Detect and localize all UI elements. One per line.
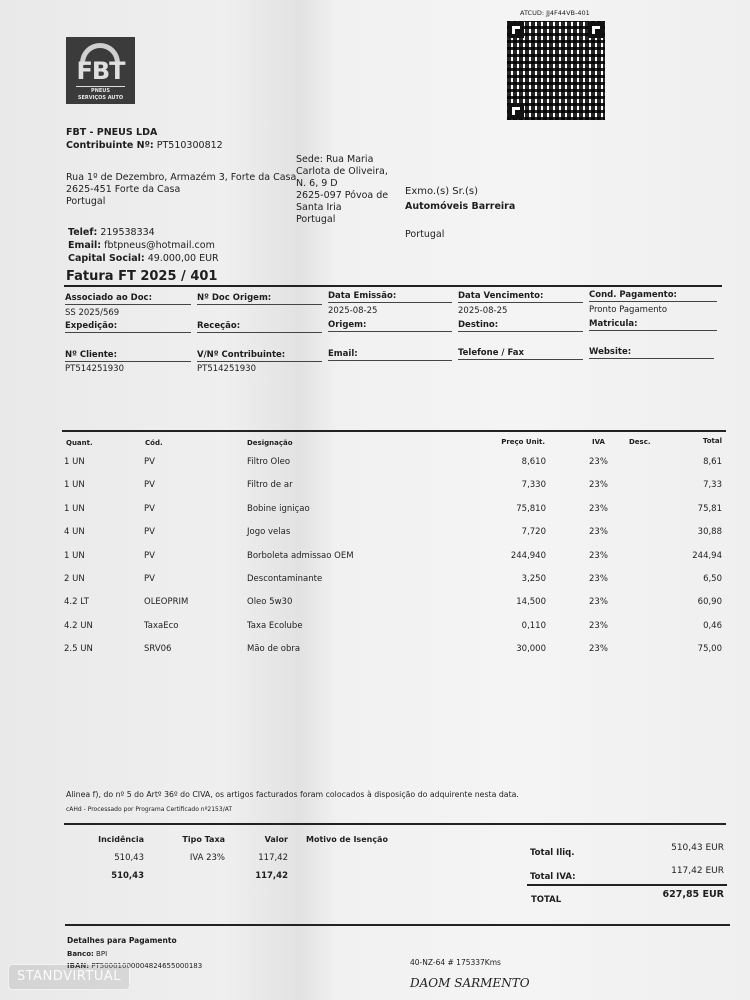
client-email-label: Email: xyxy=(328,349,452,361)
logo-subtitle-1: PNEUS xyxy=(91,88,110,94)
company-logo xyxy=(66,37,135,104)
company-capital xyxy=(68,253,219,265)
origin-label: Origem: xyxy=(328,320,452,332)
payment-condition-value: Pronto Pagamento xyxy=(589,305,668,315)
company-nif-label: Contribuinte Nº: xyxy=(66,140,154,151)
client-number-value: PT514251930 xyxy=(65,364,124,374)
origin-doc-label: Nº Doc Origem: xyxy=(197,293,322,305)
cell-vat: 23% xyxy=(589,457,608,467)
cell-total: 0,46 xyxy=(703,620,722,631)
payment-condition-label: Cond. Pagamento: xyxy=(589,290,717,302)
cell-code: PV xyxy=(144,503,155,514)
cell-code: PV xyxy=(144,527,155,538)
company-email-label: Email: xyxy=(68,240,102,251)
cell-code: PV xyxy=(144,457,155,467)
cell-total: 30,88 xyxy=(697,527,722,538)
company-address-line1: Rua 1º de Dezembro, Armazém 3, Forte da Casa xyxy=(66,172,297,183)
client-number-label: Nº Cliente: xyxy=(65,350,191,362)
items-table-divider xyxy=(62,430,726,432)
cell-code: PV xyxy=(144,480,155,491)
cell-code: PV xyxy=(144,550,155,561)
cell-total: 7,33 xyxy=(703,480,722,491)
cell-total: 244,94 xyxy=(692,550,722,561)
cell-unit-price: 30,000 xyxy=(516,644,546,655)
hq-line6: Portugal xyxy=(296,214,336,225)
company-phone-label: Telef: xyxy=(68,227,98,238)
vat-number-value: PT514251930 xyxy=(197,364,256,374)
company-address-line3: Portugal xyxy=(66,196,106,207)
payment-bank xyxy=(67,950,107,958)
cell-unit-price: 0,110 xyxy=(521,620,546,631)
tax-total-value: 117,42 xyxy=(255,871,288,881)
company-nif-value: PT510300812 xyxy=(156,140,223,151)
plate-label: Matricula: xyxy=(589,319,717,331)
cell-description: Oleo 5w30 xyxy=(247,597,293,608)
cell-unit-price: 7,330 xyxy=(521,480,546,491)
cell-qty: 4.2 UN xyxy=(64,620,93,631)
cell-unit-price: 14,500 xyxy=(516,597,546,608)
vat-number-label: V/Nº Contribuinte: xyxy=(197,350,322,362)
company-phone xyxy=(68,227,155,239)
issue-date-label: Data Emissão: xyxy=(328,291,452,303)
cell-code: OLEOPRIM xyxy=(144,597,189,608)
cell-unit-price: 75,810 xyxy=(516,503,546,514)
cell-description: Bobine igniçao xyxy=(247,503,310,514)
cell-unit-price: 244,940 xyxy=(510,550,546,561)
tax-header-value: Valor xyxy=(264,835,288,844)
cell-qty: 1 UN xyxy=(64,503,85,514)
due-date-label: Data Vencimento: xyxy=(458,291,583,303)
bank-label: Banco: xyxy=(67,950,94,958)
headquarters-address xyxy=(296,154,388,226)
due-date-value: 2025-08-25 xyxy=(458,306,508,316)
header-discount: Desc. xyxy=(629,438,651,446)
grand-total-value: 627,85 EUR xyxy=(662,889,724,900)
cell-unit-price: 3,250 xyxy=(521,574,546,584)
client-phone-label: Telefone / Fax xyxy=(458,348,583,360)
total-vat-value: 117,42 EUR xyxy=(671,866,724,876)
company-phone-value: 219538334 xyxy=(100,227,155,238)
company-nif xyxy=(66,140,223,152)
cell-description: Filtro Oleo xyxy=(247,457,291,467)
recipient-salutation: Exmo.(s) Sr.(s) xyxy=(405,186,479,197)
cell-vat: 23% xyxy=(589,644,608,655)
cell-code: TaxaEco xyxy=(144,620,179,631)
invoice-title: Fatura FT 2025 / 401 xyxy=(66,269,218,284)
cell-total: 60,90 xyxy=(697,597,722,608)
cell-vat: 23% xyxy=(589,503,608,514)
logo-mark: FBT xyxy=(76,57,125,85)
company-capital-label: Capital Social: xyxy=(68,253,145,264)
company-name: FBT - PNEUS LDA xyxy=(66,127,158,138)
header-vat: IVA xyxy=(592,438,605,446)
tax-header-exemption: Motivo de Isenção xyxy=(306,835,388,844)
cell-description: Descontaminante xyxy=(247,574,323,584)
hq-line1: Sede: Rua Maria xyxy=(296,154,374,165)
header-unit-price: Preço Unit. xyxy=(501,438,545,446)
tax-row-incidence: 510,43 xyxy=(114,853,144,863)
standvirtual-watermark: STANDVIRTUAL xyxy=(8,964,130,990)
payment-divider xyxy=(65,924,730,926)
company-email xyxy=(68,240,215,252)
cell-total: 6,50 xyxy=(703,574,722,584)
cell-qty: 2.5 UN xyxy=(64,644,93,655)
shipping-label: Expedição: xyxy=(65,321,191,333)
recipient-country: Portugal xyxy=(405,229,445,240)
cell-vat: 23% xyxy=(589,550,608,561)
grand-total-label: TOTAL xyxy=(531,895,562,905)
total-net-label: Total Iliq. xyxy=(530,848,575,858)
hq-line2: Carlota de Oliveira, xyxy=(296,166,388,177)
qr-code-icon xyxy=(507,21,605,120)
cell-qty: 1 UN xyxy=(64,550,85,561)
cell-description: Mão de obra xyxy=(247,644,301,655)
reception-label: Receção: xyxy=(197,321,322,333)
iban-value: PT50001000004824655000183 xyxy=(91,962,203,970)
cell-description: Borboleta admissao OEM xyxy=(247,550,354,561)
cell-unit-price: 7,720 xyxy=(521,527,546,538)
hq-line3: N. 6, 9 D xyxy=(296,178,338,189)
company-capital-value: 49.000,00 EUR xyxy=(147,253,219,264)
cell-qty: 4 UN xyxy=(64,527,85,538)
cell-vat: 23% xyxy=(589,620,608,631)
cell-qty: 2 UN xyxy=(64,574,85,584)
logo-subtitle-2: SERVIÇOS AUTO xyxy=(77,95,124,101)
header-qty: Quant. xyxy=(66,439,93,447)
cell-description: Jogo velas xyxy=(247,527,291,538)
hq-line4: 2625-097 Póvoa de xyxy=(296,190,389,201)
cell-vat: 23% xyxy=(589,480,608,491)
legal-note: Alinea f), do nº 5 do Artº 36º do CIVA, os artigos facturados foram colocados à disposição do adquirente nesta data. xyxy=(66,790,519,799)
cell-qty: 4.2 LT xyxy=(64,597,89,608)
tax-header-rate-type: Tipo Taxa xyxy=(182,835,225,844)
destination-label: Destino: xyxy=(458,320,583,332)
associated-doc-value: SS 2025/569 xyxy=(65,308,120,318)
tax-divider xyxy=(64,823,726,825)
header-description: Designação xyxy=(247,439,293,447)
vehicle-mileage-note: 40-NZ-64 # 175337Kms xyxy=(410,958,501,967)
total-vat-label: Total IVA: xyxy=(530,872,576,882)
handwritten-signature: DAOM SARMENTO xyxy=(410,976,530,990)
tax-total-incidence: 510,43 xyxy=(111,871,144,881)
certification-note: cAHd - Processado por Programa Certificado nº2153/AT xyxy=(66,806,233,813)
cell-unit-price: 8,610 xyxy=(521,457,546,467)
cell-code: PV xyxy=(144,574,155,584)
header-code: Cód. xyxy=(145,439,163,447)
hq-line5: Santa Iria xyxy=(296,202,342,213)
title-divider xyxy=(64,285,722,287)
tax-row-rate-type: IVA 23% xyxy=(189,853,225,863)
cell-description: Filtro de ar xyxy=(247,480,293,491)
cell-description: Taxa Ecolube xyxy=(247,620,303,631)
company-email-value: fbtpneus@hotmail.com xyxy=(104,240,215,251)
cell-total: 75,00 xyxy=(697,644,722,655)
cell-total: 8,61 xyxy=(703,457,722,467)
client-website-label: Website: xyxy=(589,347,714,359)
issue-date-value: 2025-08-25 xyxy=(328,306,378,316)
atcud-code: ATCUD: JJ4F44VB-401 xyxy=(520,9,590,17)
cell-total: 75,81 xyxy=(697,503,722,514)
cell-vat: 23% xyxy=(589,527,608,538)
tax-row-value: 117,42 xyxy=(258,853,288,863)
total-net-value: 510,43 EUR xyxy=(671,843,724,853)
tax-header-incidence: Incidência xyxy=(98,835,144,844)
recipient-name: Automóveis Barreira xyxy=(405,201,516,212)
bank-value: BPI xyxy=(96,950,108,958)
header-total: Total xyxy=(702,437,722,445)
cell-code: SRV06 xyxy=(144,644,172,655)
cell-vat: 23% xyxy=(589,574,608,584)
company-address-line2: 2625-451 Forte da Casa xyxy=(66,184,181,195)
cell-vat: 23% xyxy=(589,597,608,608)
associated-doc-label: Associado ao Doc: xyxy=(65,293,191,305)
totals-divider xyxy=(527,884,727,886)
cell-qty: 1 UN xyxy=(64,457,85,467)
payment-details-title: Detalhes para Pagamento xyxy=(67,936,177,945)
iban-label: IBAN: xyxy=(67,962,90,970)
cell-qty: 1 UN xyxy=(64,480,85,491)
